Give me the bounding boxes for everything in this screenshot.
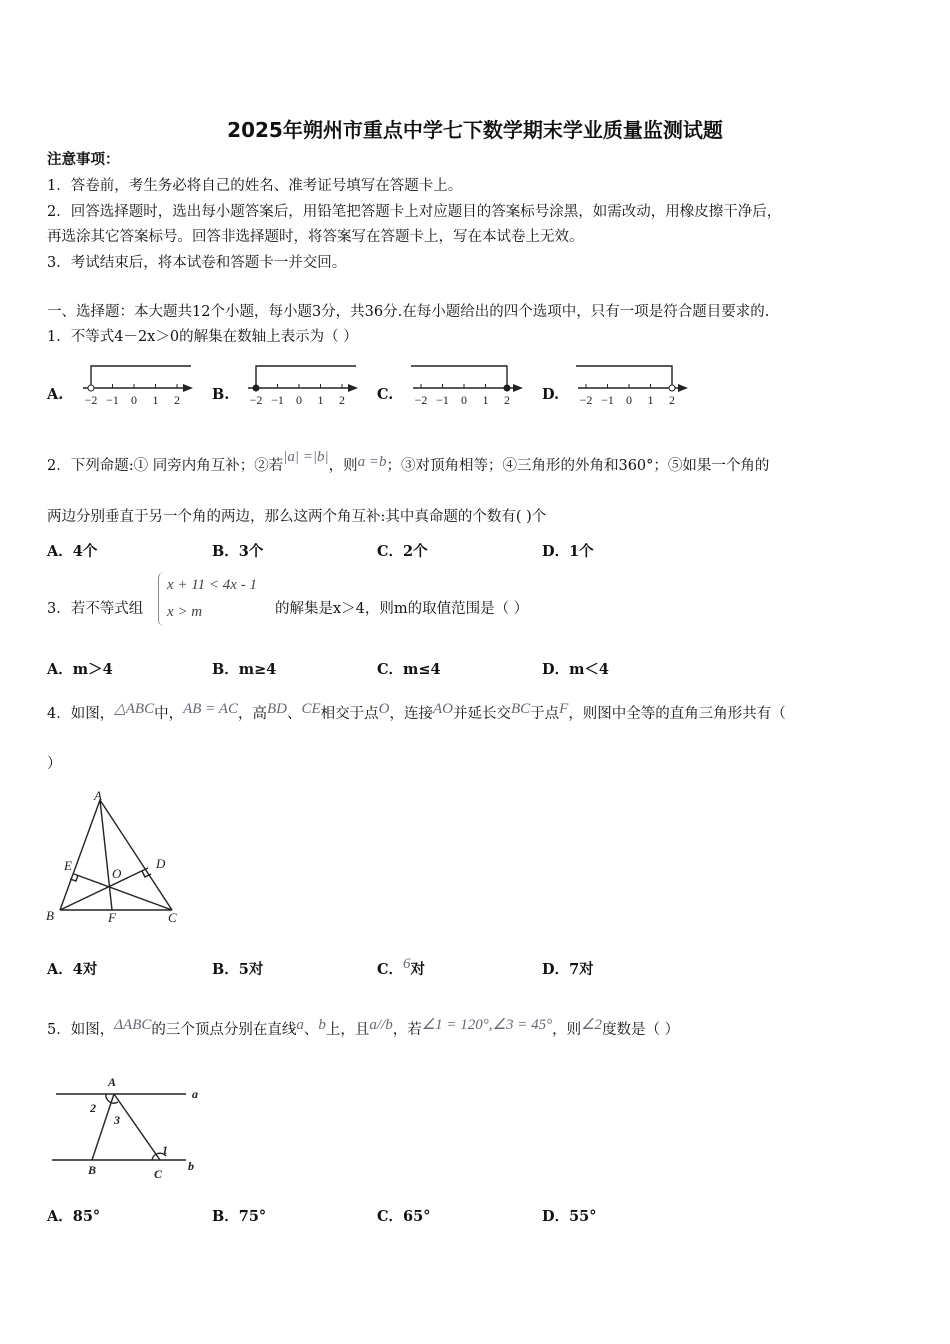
question-text: ，连接 bbox=[389, 706, 433, 722]
tick-label: −1 bbox=[271, 393, 284, 407]
question-text: ，则图中全等的直角三角形共有（ bbox=[568, 706, 786, 722]
question-2 bbox=[47, 449, 770, 476]
label-a: A bbox=[108, 1075, 117, 1089]
tick-label: 2 bbox=[174, 393, 180, 407]
question-3 bbox=[47, 599, 143, 619]
label-angle-1: 1 bbox=[162, 1143, 168, 1157]
math-expression: |a| =|b| bbox=[283, 449, 329, 465]
tick-label: −2 bbox=[579, 393, 593, 407]
math-expression: △ABC bbox=[114, 701, 155, 717]
label-line-a: a bbox=[192, 1087, 198, 1101]
math-expression: a =b bbox=[357, 454, 387, 470]
solution-ray bbox=[576, 366, 672, 388]
question-text: 并延长交 bbox=[452, 706, 511, 722]
label-a: A bbox=[94, 788, 102, 803]
page-title: 2025年朔州市重点中学七下数学期末学业质量监测试题 bbox=[227, 118, 723, 142]
question-5 bbox=[47, 1017, 680, 1040]
question-text: 、 bbox=[303, 1022, 319, 1038]
math-expression: BD bbox=[266, 701, 287, 717]
question-text: 于点 bbox=[530, 706, 560, 722]
math-expression: AB = AC bbox=[183, 701, 238, 717]
question-text: 如图， bbox=[70, 706, 115, 722]
question-number: 3． bbox=[47, 601, 71, 617]
number-line bbox=[574, 352, 694, 408]
option-d[interactable]: D．7对 bbox=[542, 961, 594, 978]
tick-label: −1 bbox=[601, 393, 614, 407]
option-d[interactable]: D．m＜4 bbox=[542, 661, 610, 678]
solution-ray bbox=[91, 366, 191, 388]
open-dot bbox=[669, 385, 675, 391]
option-d[interactable]: D. bbox=[542, 386, 560, 403]
math-expression: a bbox=[296, 1017, 304, 1033]
notice-item: 2．回答选择题时，选出每小题答案后，用铅笔把答题卡上对应题目的答案标号涂黑，如需改动，用橡皮擦干净后， bbox=[47, 204, 782, 220]
option-a[interactable]: A．4个 bbox=[47, 543, 98, 560]
tick-label: 0 bbox=[626, 393, 632, 407]
option-a[interactable]: A. bbox=[47, 386, 64, 403]
label-d: D bbox=[156, 856, 166, 871]
math-expression: ∠1 = 120°,∠3 = 45° bbox=[421, 1017, 553, 1033]
question-number: 1． bbox=[47, 329, 71, 345]
question-4-line2: ） bbox=[47, 756, 62, 772]
option-a[interactable]: A．m＞4 bbox=[47, 661, 113, 678]
closed-dot bbox=[253, 385, 259, 391]
option-a[interactable]: A．85° bbox=[47, 1208, 101, 1225]
label-b: B bbox=[46, 908, 54, 923]
question-text: ，则 bbox=[328, 458, 358, 474]
math-expression: b bbox=[318, 1017, 326, 1033]
label-c: C bbox=[154, 1167, 163, 1181]
option-c[interactable]: C. bbox=[377, 386, 394, 403]
question-text: ；③对顶角相等；④三角形的外角和360°；⑤如果一个角的 bbox=[386, 458, 770, 474]
tick-label: 1 bbox=[152, 393, 159, 407]
tick-label: −2 bbox=[414, 393, 428, 407]
option-d[interactable]: D．1个 bbox=[542, 543, 594, 560]
section-heading: 一、选择题：本大题共12个小题，每小题3分，共36分.在每小题给出的四个选项中，只有一项是符合题目要求的. bbox=[47, 304, 770, 320]
arrow-icon bbox=[183, 384, 193, 392]
notice-heading: 注意事项： bbox=[47, 151, 120, 168]
tick-label: 0 bbox=[296, 393, 302, 407]
tick-label: −2 bbox=[249, 393, 263, 407]
math-expression: CE bbox=[301, 701, 321, 717]
solution-ray bbox=[411, 366, 507, 388]
tick-label: −1 bbox=[436, 393, 449, 407]
solution-ray bbox=[256, 366, 356, 388]
option-b[interactable]: B．5对 bbox=[212, 961, 264, 978]
question-number: 2． bbox=[47, 458, 71, 474]
triangle-figure-q4 bbox=[40, 788, 190, 928]
notice-item: 3．考试结束后，将本试卷和答题卡一并交回。 bbox=[47, 255, 347, 271]
option-c[interactable]: C．65° bbox=[377, 1208, 431, 1225]
tick-label: 0 bbox=[461, 393, 467, 407]
tick-label: −1 bbox=[106, 393, 119, 407]
inequality-2: x > m bbox=[167, 604, 203, 620]
closed-dot bbox=[504, 385, 510, 391]
question-text: 上，且 bbox=[325, 1022, 370, 1038]
question-text: ，若 bbox=[392, 1022, 422, 1038]
tick-label: 1 bbox=[647, 393, 654, 407]
math-expression: AO bbox=[432, 701, 453, 717]
label-f: F bbox=[108, 910, 116, 925]
label-o: O bbox=[112, 866, 122, 881]
number-line bbox=[79, 352, 199, 408]
inequality-1: x + 11 < 4x - 1 bbox=[167, 577, 257, 593]
option-d[interactable]: D．55° bbox=[542, 1208, 597, 1225]
math-expression: a//b bbox=[369, 1017, 393, 1033]
tick-label: 2 bbox=[504, 393, 510, 407]
question-text: 如图， bbox=[70, 1022, 115, 1038]
option-b[interactable]: B．3个 bbox=[212, 543, 264, 560]
question-text: 度数是（ ） bbox=[602, 1022, 680, 1038]
question-3-tail: 的解集是x＞4，则m的取值范围是（ ） bbox=[275, 601, 529, 617]
math-expression: 6 bbox=[403, 956, 411, 972]
question-text: 、 bbox=[286, 706, 302, 722]
question-text: ，则 bbox=[552, 1022, 582, 1038]
notice-item: 再选涂其它答案标号。回答非选择题时，将答案写在答题卡上，写在本试卷上无效。 bbox=[47, 229, 584, 245]
math-expression: ∠2 bbox=[581, 1017, 603, 1033]
question-4 bbox=[47, 701, 786, 724]
arrow-icon bbox=[348, 384, 358, 392]
question-text: ，高 bbox=[237, 706, 267, 722]
question-text: 中， bbox=[154, 706, 184, 722]
option-c[interactable]: C．2个 bbox=[377, 543, 428, 560]
label-angle-2: 2 bbox=[90, 1101, 96, 1115]
tick-label: 0 bbox=[131, 393, 137, 407]
tick-label: 2 bbox=[669, 393, 675, 407]
arrow-icon bbox=[513, 384, 523, 392]
label-c: C bbox=[168, 910, 177, 925]
tick-label: −2 bbox=[84, 393, 98, 407]
question-text: 下列命题:① 同旁内角互补；②若 bbox=[70, 458, 284, 474]
inequality-system bbox=[158, 572, 257, 626]
arrow-icon bbox=[678, 384, 688, 392]
tick-label: 1 bbox=[317, 393, 324, 407]
math-expression: O bbox=[378, 701, 390, 717]
math-expression: BC bbox=[510, 701, 531, 717]
option-b[interactable]: B．75° bbox=[212, 1208, 267, 1225]
number-line bbox=[244, 352, 364, 408]
option-c[interactable]: C．m≤4 bbox=[377, 661, 441, 678]
parallel-lines-figure-q5 bbox=[48, 1072, 208, 1182]
math-expression: ΔABC bbox=[114, 1017, 152, 1033]
question-text: 不等式4－2x＞0的解集在数轴上表示为（ ） bbox=[70, 329, 358, 345]
question-2-line2: 两边分别垂直于另一个角的两边，那么这两个角互补:其中真命题的个数有( )个 bbox=[47, 509, 547, 525]
tick-label: 2 bbox=[339, 393, 345, 407]
label-line-b: b bbox=[188, 1159, 194, 1173]
option-b[interactable]: B. bbox=[212, 386, 230, 403]
question-text: 相交于点 bbox=[320, 706, 379, 722]
label-b: B bbox=[88, 1163, 97, 1177]
question-text: 的三个顶点分别在直线 bbox=[151, 1022, 297, 1038]
open-dot bbox=[88, 385, 94, 391]
label-angle-3: 3 bbox=[114, 1113, 120, 1127]
question-number: 4． bbox=[47, 706, 71, 722]
label-e: E bbox=[64, 858, 72, 873]
tick-label: 1 bbox=[482, 393, 489, 407]
option-a[interactable]: A．4对 bbox=[47, 961, 98, 978]
number-line bbox=[409, 352, 529, 408]
option-c-label: C． bbox=[377, 961, 404, 978]
option-c-tail: 对 bbox=[410, 961, 426, 978]
question-number: 5． bbox=[47, 1022, 71, 1038]
math-expression: F bbox=[559, 701, 569, 717]
question-1 bbox=[47, 327, 358, 347]
option-c[interactable] bbox=[377, 958, 425, 979]
question-text: 若不等式组 bbox=[70, 601, 144, 617]
option-b[interactable]: B．m≥4 bbox=[212, 661, 277, 678]
notice-item: 1．答卷前，考生务必将自己的姓名、准考证号填写在答题卡上。 bbox=[47, 178, 463, 194]
